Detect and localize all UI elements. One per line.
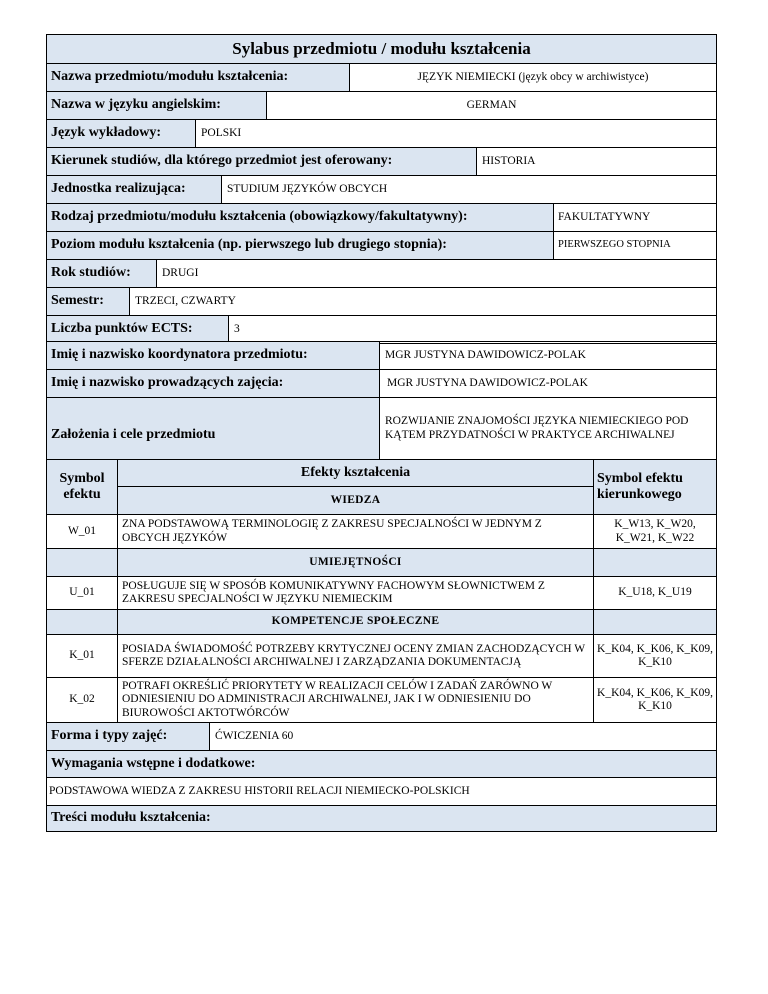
effect-kier: K_K04, K_K06, K_K09, K_K10: [593, 634, 717, 678]
effect-symbol: U_01: [46, 576, 118, 610]
rodzaj-value: FAKULTATYWNY: [553, 203, 717, 232]
effect-symbol: K_01: [46, 634, 118, 678]
symbol-header: Symbol efektu: [46, 459, 118, 515]
nazwa-label: Nazwa przedmiotu/modułu kształcenia:: [46, 63, 350, 92]
zalozenia-label: Założenia i cele przedmiotu: [46, 397, 380, 460]
nazwa-ang-label: Nazwa w języku angielskim:: [46, 91, 267, 120]
effect-text: POSIADA ŚWIADOMOŚĆ POTRZEBY KRYTYCZNEJ OCENY ZMIAN ZACHODZĄCYCH W SFERZE DZIAŁALNOŚCI ARCHIWALNEJ I ZARZĄDZANIA DOKUMENTACJĄ: [117, 634, 594, 678]
jednostka-label: Jednostka realizująca:: [46, 175, 222, 204]
effect-text: ZNA PODSTAWOWĄ TERMINOLOGIĘ Z ZAKRESU SPECJALNOŚCI W JEDNYM Z OBCYCH JĘZYKÓW: [117, 514, 594, 549]
kierunek-value: HISTORIA: [476, 147, 717, 176]
effect-text: POTRAFI OKREŚLIĆ PRIORYTETY W REALIZACJI CELÓW I ZADAŃ ZARÓWNO W ODNIESIENIU DO ADMINISTRACJI ARCHIWALNEJ, JAK I W ODNIESIENIU DO BIUROWOŚCI AKTOTWÓRCÓW: [117, 677, 594, 723]
forma-label: Forma i typy zajęć:: [46, 722, 210, 751]
rok-label: Rok studiów:: [46, 259, 157, 288]
semestr-value: TRZECI, CZWARTY: [129, 287, 717, 316]
prowadzacy-value: MGR JUSTYNA DAWIDOWICZ-POLAK: [379, 369, 717, 398]
rok-value: DRUGI: [156, 259, 717, 288]
nazwa-ang-value: GERMAN: [266, 91, 717, 120]
tresci-label: Treści modułu kształcenia:: [46, 805, 717, 832]
ects-label: Liczba punktów ECTS:: [46, 315, 229, 344]
forma-value: ĆWICZENIA 60: [209, 722, 717, 751]
section-spacer-right: [593, 548, 717, 577]
jezyk-value: POLSKI: [195, 119, 717, 148]
section-spacer-right: [593, 609, 717, 635]
section-spacer-left: [46, 548, 118, 577]
jednostka-value: STUDIUM JĘZYKÓW OBCYCH: [221, 175, 717, 204]
effects-header: Efekty kształcenia: [117, 459, 594, 487]
wiedza-header: WIEDZA: [117, 486, 594, 515]
kier-header: Symbol efektu kierunkowego: [593, 459, 717, 515]
umiejetnosci-header: UMIEJĘTNOŚCI: [117, 548, 594, 577]
nazwa-value: JĘZYK NIEMIECKI (język obcy w archiwistyce): [349, 63, 717, 92]
rodzaj-label: Rodzaj przedmiotu/modułu kształcenia (obowiązkowy/fakultatywny):: [46, 203, 554, 232]
prowadzacy-label: Imię i nazwisko prowadzących zajęcia:: [46, 369, 380, 398]
poziom-label: Poziom modułu kształcenia (np. pierwszego lub drugiego stopnia):: [46, 231, 554, 260]
koordynator-label: Imię i nazwisko koordynatora przedmiotu:: [46, 341, 380, 370]
effect-kier: K_K04, K_K06, K_K09, K_K10: [593, 677, 717, 723]
wymagania-value: PODSTAWOWA WIEDZA Z ZAKRESU HISTORII RELACJI NIEMIECKO-POLSKICH: [46, 777, 717, 806]
zalozenia-value: ROZWIJANIE ZNAJOMOŚCI JĘZYKA NIEMIECKIEGO POD KĄTEM PRZYDATNOŚCI W PRAKTYCE ARCHIWALNEJ: [379, 397, 717, 460]
effect-symbol: K_02: [46, 677, 118, 723]
effect-kier: K_U18, K_U19: [593, 576, 717, 610]
jezyk-label: Język wykładowy:: [46, 119, 196, 148]
koordynator-value: MGR JUSTYNA DAWIDOWICZ-POLAK: [379, 341, 717, 370]
effect-text: POSŁUGUJE SIĘ W SPOSÓB KOMUNIKATYWNY FACHOWYM SŁOWNICTWEM Z ZAKRESU SPECJALNOŚCI W JĘZYKU NIEMIECKIM: [117, 576, 594, 610]
semestr-label: Semestr:: [46, 287, 130, 316]
kompetencje-header: KOMPETENCJE SPOŁECZNE: [117, 609, 594, 635]
wymagania-label: Wymagania wstępne i dodatkowe:: [46, 750, 717, 778]
effect-kier: K_W13, K_W20, K_W21, K_W22: [593, 514, 717, 549]
effect-symbol: W_01: [46, 514, 118, 549]
poziom-value: PIERWSZEGO STOPNIA: [553, 231, 717, 260]
ects-value: 3: [228, 315, 717, 344]
section-spacer-left: [46, 609, 118, 635]
page-title: Sylabus przedmiotu / modułu kształcenia: [46, 34, 717, 64]
kierunek-label: Kierunek studiów, dla którego przedmiot jest oferowany:: [46, 147, 477, 176]
